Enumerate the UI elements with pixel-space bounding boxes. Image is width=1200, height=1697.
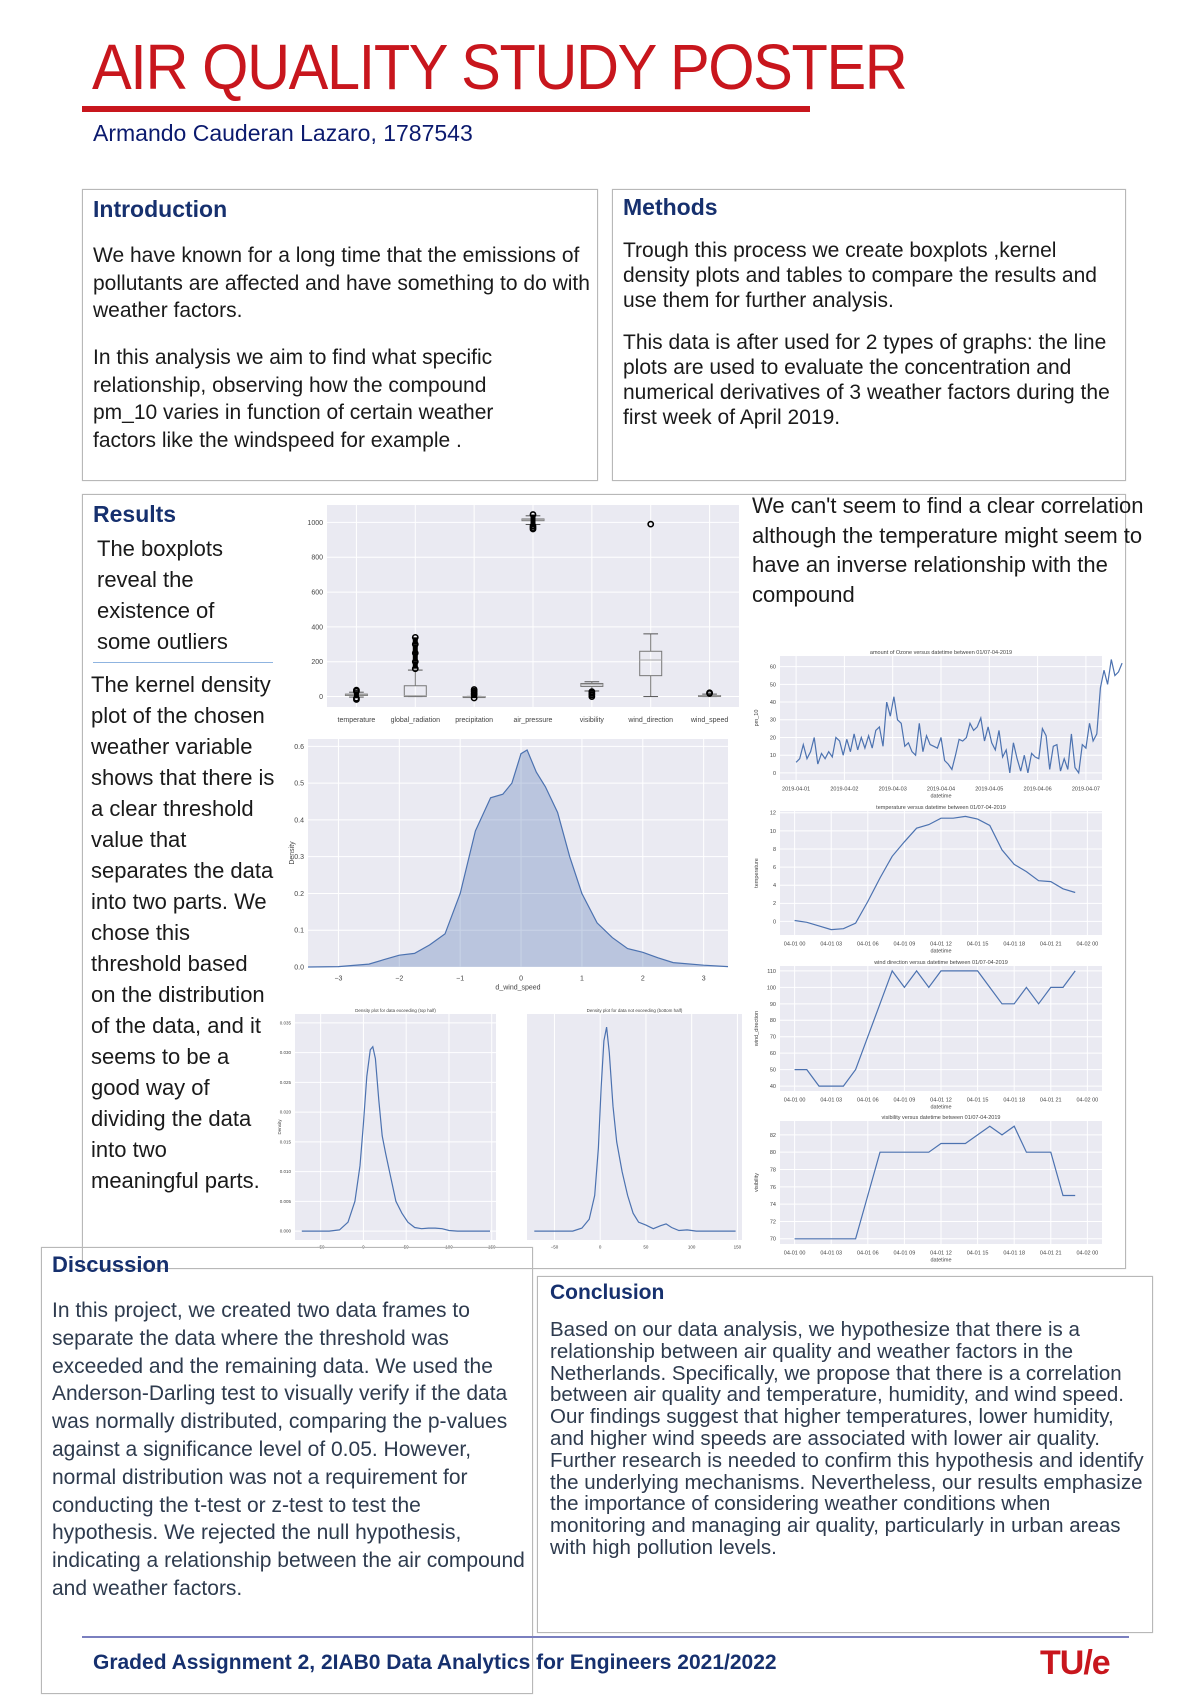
density-bottom-chart	[520, 1000, 750, 1255]
y-tick-label: 76	[769, 1184, 776, 1191]
y-tick-label: 12	[769, 810, 776, 817]
x-tick-label: 04-02 00	[1076, 1097, 1099, 1104]
x-tick-label: visibility	[579, 717, 604, 724]
x-tick-label: 0	[598, 1244, 602, 1250]
x-tick-label: 150	[487, 1244, 496, 1250]
y-tick-label: 0.0	[294, 964, 304, 972]
x-tick-label: 04-01 06	[856, 941, 879, 948]
y-axis-label: temperature	[754, 858, 760, 888]
discussion-text: In this project, we created two data frames to separate the data where the threshold was exceeded and the remaining data. We used the Anderson-Darling test to visually verify if the data was normally distributed, comparing the p-values against a significance level of 0.05. However, normal distribution was not a requirement for conducting the t-test or z-test to test the hypothesis. We rejected the null hypothesis, indicating a relationship between the air compound and weather factors.	[52, 1299, 525, 1600]
y-tick-label: 2	[772, 901, 776, 908]
y-tick-label: 4	[772, 883, 776, 890]
density-top-chart	[276, 1000, 501, 1255]
y-tick-label: 110	[767, 968, 776, 975]
chart-title: visibility versus datetime between 01/07-04-2019	[881, 1115, 1001, 1121]
x-tick-label: −3	[334, 975, 343, 983]
x-tick-label: −50	[316, 1244, 325, 1250]
x-tick-label: 04-01 18	[1003, 941, 1026, 948]
x-tick-label: 04-02 00	[1076, 941, 1099, 948]
y-tick-label: 0.015	[279, 1139, 291, 1145]
methods-heading: Methods	[623, 194, 718, 220]
discussion-heading: Discussion	[52, 1252, 170, 1277]
x-tick-label: 100	[687, 1244, 696, 1250]
y-tick-label: 70	[769, 1034, 776, 1041]
x-tick-label: 2019-04-03	[878, 786, 907, 793]
poster-title: AIR QUALITY STUDY POSTER	[92, 31, 907, 103]
x-tick-label: 04-01 03	[820, 1250, 843, 1257]
chart-title: wind direction versus datetime between 01/07-04-2019	[874, 960, 1008, 966]
footer-text: Graded Assignment 2, 2IAB0 Data Analytics for Engineers 2021/2022	[93, 1651, 777, 1674]
y-tick-label: 80	[769, 1018, 776, 1025]
y-tick-label: 70	[769, 1236, 776, 1243]
y-tick-label: 0.025	[279, 1079, 291, 1085]
y-axis-label: wind_direction	[754, 1010, 760, 1047]
y-tick-label: 0.000	[279, 1228, 291, 1234]
x-tick-label: 04-01 03	[820, 941, 843, 948]
introduction-paragraph-1: We have known for a long time that the emissions of pollutants are affected and have something to do with weather factors.	[93, 244, 590, 322]
introduction-heading: Introduction	[93, 196, 228, 222]
y-tick-label: 72	[769, 1219, 776, 1226]
x-tick-label: 50	[643, 1244, 649, 1250]
chart-title: Density plot for data exceeding (top half)	[355, 1008, 436, 1013]
kernel-description: The kernel density plot of the chosen weather variable shows that there is a clear threshold value that separates the data into two parts. We chose this threshold based on the distribution of the data, and it seems to be a good way of dividing the data into two meaningful parts.	[91, 672, 275, 1193]
pm10-chart	[750, 648, 1110, 805]
x-tick-label: 2019-04-04	[926, 786, 956, 793]
y-tick-label: 82	[769, 1132, 776, 1139]
x-tick-label: 2019-04-06	[1023, 786, 1052, 793]
x-tick-label: temperature	[337, 717, 376, 724]
y-tick-label: 40	[769, 1083, 776, 1090]
chart-title: amount of Ozone versus datetime between 01/07-04-2019	[869, 650, 1013, 656]
y-tick-label: 10	[769, 828, 776, 835]
y-tick-label: 74	[769, 1202, 776, 1209]
correlation-description: We can't seem to find a clear correlation although the temperature might seem to have an inverse relationship with the compound	[752, 493, 1144, 607]
x-tick-label: global_radiation	[390, 717, 441, 724]
x-tick-label: 2019-04-05	[975, 786, 1004, 793]
x-tick-label: 2019-04-01	[782, 786, 811, 793]
y-tick-label: 0.3	[294, 854, 304, 862]
discussion-section	[41, 1244, 533, 1694]
x-tick-label: 1	[579, 975, 584, 983]
x-tick-label: 04-01 12	[930, 941, 952, 948]
x-tick-label: 04-01 21	[1039, 1250, 1062, 1257]
y-tick-label: 100	[766, 985, 776, 992]
chart-title: temperature versus datetime between 01/07-04-2019	[876, 805, 1006, 811]
y-tick-label: 200	[311, 659, 323, 667]
boxplot-chart	[290, 500, 745, 725]
x-tick-label: air_pressure	[513, 717, 553, 724]
y-axis-label: Density	[289, 841, 296, 865]
x-tick-label: 04-01 09	[893, 941, 916, 948]
x-tick-label: 150	[733, 1244, 742, 1250]
visibility-chart	[750, 1113, 1110, 1270]
x-axis-label: datetime	[930, 948, 952, 955]
y-tick-label: 80	[769, 1150, 776, 1157]
x-tick-label: 04-01 06	[856, 1250, 879, 1257]
x-tick-label: −1	[456, 975, 465, 983]
y-tick-label: 600	[311, 589, 323, 597]
x-tick-label: 04-01 21	[1039, 941, 1062, 948]
x-tick-label: 04-01 18	[1003, 1250, 1026, 1257]
x-tick-label: 04-01 12	[930, 1097, 952, 1104]
y-tick-label: 60	[769, 1051, 776, 1058]
title-underline	[82, 106, 810, 112]
y-tick-label: 0.4	[294, 817, 304, 825]
x-tick-label: 50	[403, 1244, 409, 1250]
wind-direction-chart	[750, 958, 1110, 1115]
boxplot-description: The boxplots reveal the existence of some outliers	[97, 536, 228, 654]
x-tick-label: 04-01 15	[966, 1250, 989, 1257]
author: Armando Cauderan Lazaro, 1787543	[93, 120, 473, 146]
x-tick-label: wind_speed	[690, 717, 729, 724]
results-separator	[93, 662, 273, 663]
x-tick-label: −50	[550, 1244, 559, 1250]
x-tick-label: 3	[701, 975, 706, 983]
y-tick-label: 8	[772, 846, 776, 853]
x-tick-label: 04-01 18	[1003, 1097, 1026, 1104]
y-tick-label: 50	[769, 1067, 776, 1074]
y-tick-label: 0.6	[294, 743, 304, 751]
y-tick-label: 0.2	[294, 890, 304, 898]
y-axis-label: pm_10	[754, 709, 760, 727]
x-tick-label: wind_direction	[628, 717, 674, 724]
kde-chart	[290, 735, 735, 997]
y-tick-label: 0.5	[294, 780, 304, 788]
y-tick-label: 400	[311, 624, 323, 632]
methods-section	[612, 189, 1126, 481]
x-tick-label: 2019-04-02	[830, 786, 859, 793]
conclusion-heading: Conclusion	[550, 1281, 665, 1304]
y-tick-label: 0	[319, 694, 323, 702]
x-axis-label: datetime	[930, 1104, 952, 1111]
x-tick-label: 0	[362, 1244, 365, 1250]
y-tick-label: 800	[311, 554, 323, 562]
x-tick-label: 04-01 00	[783, 1097, 806, 1104]
introduction-section	[82, 189, 598, 481]
y-tick-label: 0.035	[279, 1020, 291, 1026]
x-tick-label: 04-01 06	[856, 1097, 879, 1104]
conclusion-text: Based on our data analysis, we hypothesize that there is a relationship between air quality and weather factors in the Netherlands. Specifically, we propose that there is a correlation between air quality and temperature, humidity, and wind speed. Our findings suggest that higher temperatures, lower humidity, and higher wind speeds are associated with lower air quality. Further research is needed to confirm this hypothesis and identify the underlying mechanisms. Nevertheless, our results emphasize the importance of considering weather conditions when monitoring and managing air quality, particularly in urban areas with high pollution levels.	[550, 1318, 1144, 1559]
y-tick-label: 0.010	[279, 1169, 291, 1175]
footer-divider	[82, 1636, 1129, 1638]
methods-paragraph-1: Trough this process we create boxplots ,kernel density plots and tables to compare the results and use them for further analysis.	[623, 239, 1097, 312]
temperature-chart	[750, 803, 1110, 960]
x-tick-label: 04-01 09	[893, 1097, 916, 1104]
y-tick-label: 50	[769, 682, 776, 689]
introduction-paragraph-2: In this analysis we aim to find what specific relationship, observing how the compound pm_10 varies in function of certain weather factors like the windspeed for example .	[93, 346, 494, 452]
y-tick-label: 20	[769, 735, 776, 742]
y-tick-label: 0.005	[279, 1198, 291, 1204]
plot-background	[295, 1014, 496, 1240]
x-tick-label: 04-01 00	[783, 941, 806, 948]
y-tick-label: 0.020	[279, 1109, 291, 1115]
y-tick-label: 6	[772, 865, 776, 872]
y-tick-label: 0.030	[279, 1050, 291, 1056]
y-tick-label: 40	[769, 699, 776, 706]
x-tick-label: 2019-04-07	[1071, 786, 1100, 793]
y-tick-label: 0.1	[294, 927, 304, 935]
y-tick-label: 10	[769, 753, 776, 760]
x-tick-label: 0	[519, 975, 523, 983]
x-tick-label: precipitation	[455, 717, 494, 724]
chart-title: Density plot for data not exceeding (bottom half)	[586, 1008, 683, 1013]
y-tick-label: 30	[769, 717, 776, 724]
tue-logo: TU/e	[1040, 1644, 1110, 1682]
x-tick-label: 04-01 21	[1039, 1097, 1062, 1104]
x-axis-label: datetime	[930, 1257, 952, 1264]
y-tick-label: 78	[769, 1167, 776, 1174]
y-tick-label: 0	[772, 770, 776, 777]
x-tick-label: 04-01 12	[930, 1250, 952, 1257]
x-tick-label: 04-01 15	[966, 941, 989, 948]
results-heading: Results	[93, 501, 177, 527]
y-tick-label: 1000	[307, 519, 323, 527]
y-tick-label: 60	[769, 664, 776, 671]
y-axis-label: visibility	[754, 1173, 760, 1192]
y-tick-label: 0	[772, 919, 776, 926]
x-tick-label: 04-01 03	[820, 1097, 843, 1104]
y-axis-label: Density	[277, 1119, 282, 1135]
methods-paragraph-2: This data is after used for 2 types of graphs: the line plots are used to evaluate the concentration and numerical derivatives of 3 weather factors during the first week of April 2019.	[623, 331, 1110, 429]
x-tick-label: −2	[395, 975, 404, 983]
x-tick-label: 100	[445, 1244, 453, 1250]
x-tick-label: 2	[640, 975, 645, 983]
y-tick-label: 90	[769, 1001, 776, 1008]
x-axis-label: d_wind_speed	[495, 984, 541, 992]
plot-background	[527, 1014, 742, 1240]
x-tick-label: 04-01 00	[783, 1250, 806, 1257]
x-axis-label: datetime	[930, 793, 952, 800]
x-tick-label: 04-01 15	[966, 1097, 989, 1104]
conclusion-section	[537, 1276, 1153, 1633]
x-tick-label: 04-02 00	[1076, 1250, 1099, 1257]
x-tick-label: 04-01 09	[893, 1250, 916, 1257]
